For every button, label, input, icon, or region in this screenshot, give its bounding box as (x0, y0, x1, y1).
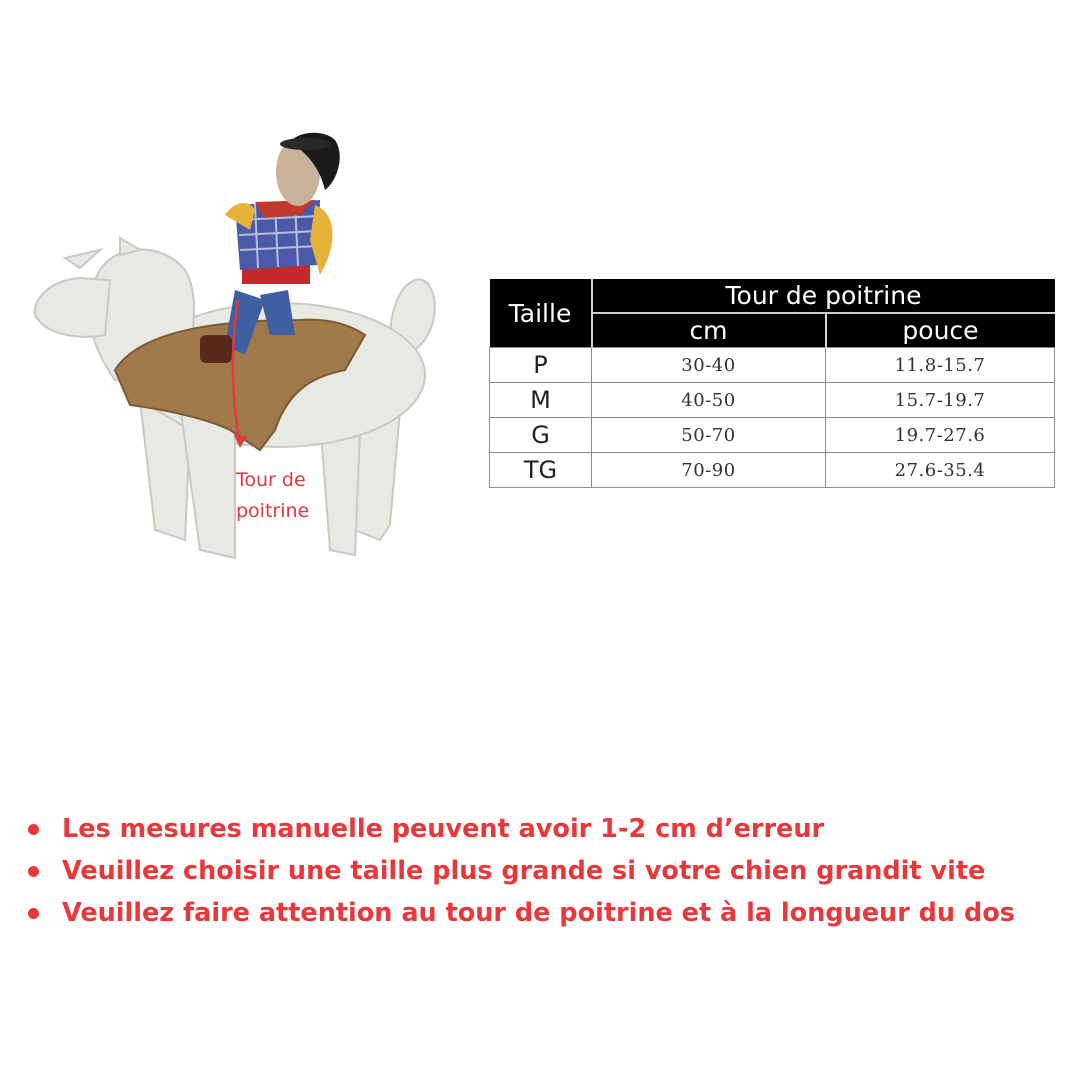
size-cell: M (490, 383, 592, 418)
bullet-icon (28, 824, 39, 835)
table-row (490, 383, 1055, 418)
note-text: Les mesures manuelle peuvent avoir 1-2 cm d’erreur (62, 814, 825, 844)
size-cell: G (490, 418, 592, 453)
table-row (490, 418, 1055, 453)
size-chart-table (489, 279, 1055, 488)
bullet-icon (28, 866, 39, 877)
cm-cell: 70-90 (592, 453, 826, 488)
list-item (20, 850, 1070, 892)
size-cell: P (490, 348, 592, 383)
size-column-header: Taille (490, 279, 592, 348)
list-item (20, 892, 1070, 934)
inch-cell: 27.6-35.4 (826, 453, 1055, 488)
notes-list (20, 808, 1070, 934)
inch-cell: 19.7-27.6 (826, 418, 1055, 453)
bullet-icon (28, 908, 39, 919)
inch-column-header: pouce (826, 313, 1055, 348)
inch-cell: 15.7-19.7 (826, 383, 1055, 418)
note-text: Veuillez faire attention au tour de poitrine et à la longueur du dos (62, 898, 1015, 928)
size-cell: TG (490, 453, 592, 488)
note-text: Veuillez choisir une taille plus grande si votre chien grandit vite (62, 856, 986, 886)
inch-cell: 11.8-15.7 (826, 348, 1055, 383)
cm-cell: 50-70 (592, 418, 826, 453)
table-row (490, 453, 1055, 488)
cm-column-header: cm (592, 313, 826, 348)
chest-group-header: Tour de poitrine (592, 279, 1055, 313)
cm-cell: 40-50 (592, 383, 826, 418)
cm-cell: 30-40 (592, 348, 826, 383)
list-item (20, 808, 1070, 850)
table-header-row (490, 279, 1055, 313)
chest-measure-label: Tour de poitrine (236, 469, 310, 522)
table-row (490, 348, 1055, 383)
